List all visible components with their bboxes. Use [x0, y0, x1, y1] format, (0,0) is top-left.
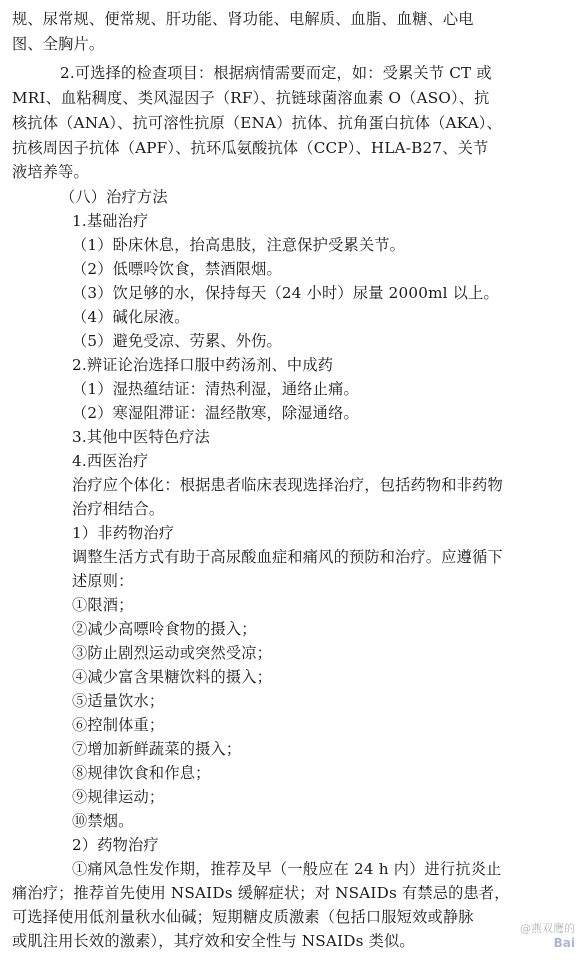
text-line: 核抗体（ANA）、抗可溶性抗原（ENA）抗体、抗角蛋白抗体（AKA）、 [12, 114, 502, 132]
list-item: （2）寒湿阻滞证：温经散寒，除湿通络。 [72, 404, 359, 422]
watermark-text: @燕双鹰的 [520, 922, 575, 935]
text-line: 可选择使用低剂量秋水仙碱；短期糖皮质激素（包括口服短效或静脉 [12, 908, 474, 926]
list-item: （1）湿热蕴结证：清热利湿，通络止痛。 [72, 380, 359, 398]
text-line: 2.可选择的检查项目：根据病情需要而定，如：受累关节 CT 或 [60, 64, 492, 82]
subheading: 4.西医治疗 [72, 452, 149, 470]
baidu-logo: Bai [553, 936, 575, 950]
subheading: 2.辨证论治选择口服中药汤剂、中成药 [72, 356, 334, 374]
list-item: （5）避免受凉、劳累、外伤。 [72, 332, 282, 350]
list-item: ⑧规律饮食和作息； [72, 764, 211, 782]
text-line: 述原则： [72, 572, 134, 590]
subheading: 3.其他中医特色疗法 [72, 428, 210, 446]
list-item: ⑨规律运动； [72, 788, 165, 806]
subheading: 2）药物治疗 [72, 836, 159, 854]
list-item: ⑤适量饮水； [72, 692, 165, 710]
list-item: （3）饮足够的水，保持每天（24 小时）尿量 2000ml 以上。 [72, 284, 499, 302]
watermark [520, 922, 575, 950]
list-item: （4）碱化尿液。 [72, 308, 190, 326]
list-item: ⑦增加新鲜蔬菜的摄入； [72, 740, 242, 758]
text-line: 治疗相结合。 [72, 500, 165, 518]
list-item: ①限酒； [72, 596, 134, 614]
list-item: （1）卧床休息，抬高患肢，注意保护受累关节。 [72, 236, 406, 254]
text-line: 液培养等。 [12, 163, 89, 181]
list-item: ③防止剧烈运动或突然受凉； [72, 644, 273, 662]
text-line: MRI、血粘稠度、类风湿因子（RF）、抗链球菌溶血素 O（ASO）、抗 [12, 89, 490, 107]
text-line: ①痛风急性发作期，推荐及早（一般应在 24 h 内）进行抗炎止 [72, 860, 502, 878]
text-line: 治疗应个体化：根据患者临床表现选择治疗，包括药物和非药物 [72, 476, 503, 494]
text-line: 图、全胸片。 [12, 35, 105, 53]
list-item: ②减少高嘌呤食物的摄入； [72, 620, 257, 638]
subheading: 1.基础治疗 [72, 212, 149, 230]
section-heading: （八）治疗方法 [60, 188, 168, 206]
text-line: 规、尿常规、便常规、肝功能、肾功能、电解质、血脂、血糖、心电 [12, 10, 474, 28]
list-item: （2）低嘌呤饮食，禁酒限烟。 [72, 260, 282, 278]
text-line: 或肌注用长效的激素），其疗效和安全性与 NSAIDs 类似。 [12, 932, 415, 950]
subheading: 1）非药物治疗 [72, 524, 175, 542]
list-item: ⑥控制体重； [72, 716, 165, 734]
list-item: ⑩禁烟。 [72, 812, 134, 830]
list-item: ④减少富含果糖饮料的摄入； [72, 668, 273, 686]
text-line: 调整生活方式有助于高尿酸血症和痛风的预防和治疗。应遵循下 [72, 548, 503, 566]
text-line: 抗核周因子抗体（APF）、抗环瓜氨酸抗体（CCP）、HLA-B27、关节 [12, 139, 489, 157]
text-line: 痛治疗；推荐首先使用 NSAIDs 缓解症状；对 NSAIDs 有禁忌的患者， [12, 884, 510, 902]
